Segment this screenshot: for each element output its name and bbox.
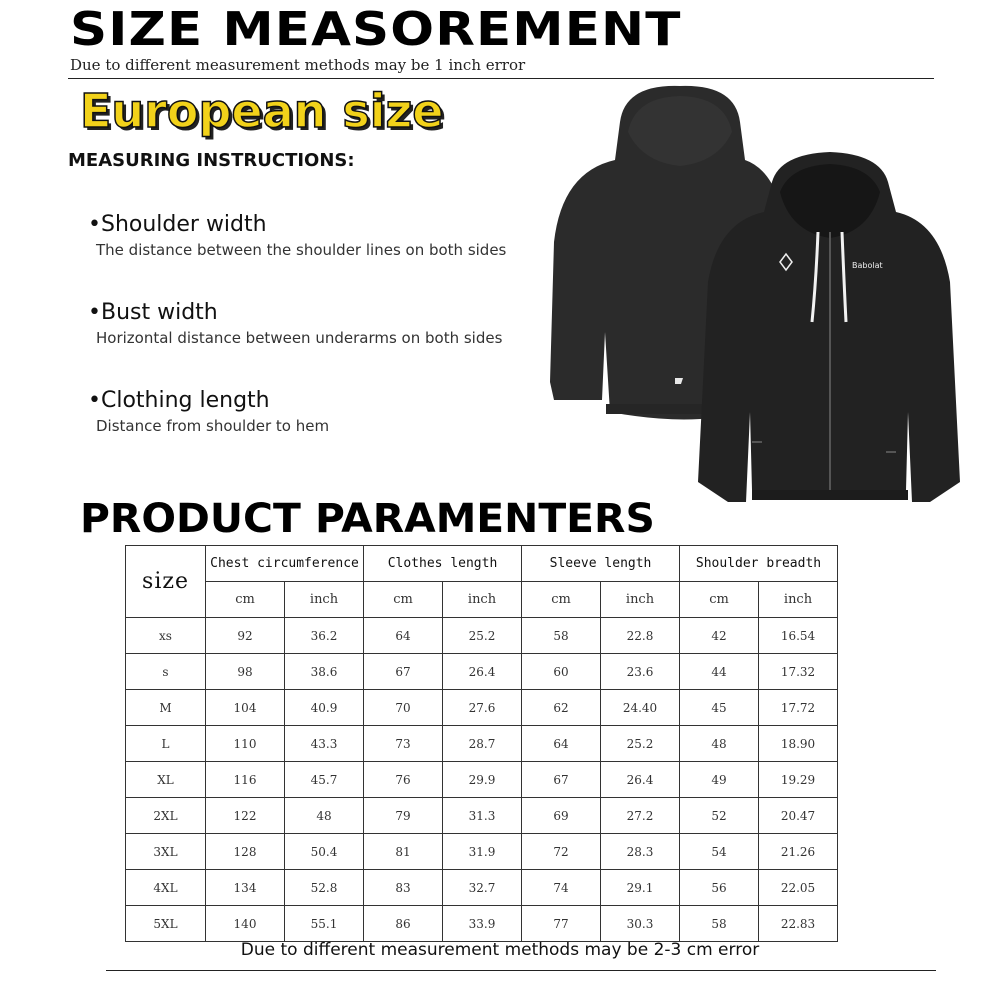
value-cell: 17.72	[759, 690, 838, 726]
instruction-clothing-length	[88, 388, 329, 435]
table-row	[126, 870, 838, 906]
value-cell: 128	[206, 834, 285, 870]
value-cell: 17.32	[759, 654, 838, 690]
value-cell: 98	[206, 654, 285, 690]
value-cell: 134	[206, 870, 285, 906]
unit-header: cm	[680, 582, 759, 618]
value-cell: 32.7	[443, 870, 522, 906]
value-cell: 56	[680, 870, 759, 906]
instruction-title: •Shoulder width	[88, 212, 267, 237]
value-cell: 64	[522, 726, 601, 762]
value-cell: 64	[364, 618, 443, 654]
value-cell: 28.7	[443, 726, 522, 762]
table-row	[126, 726, 838, 762]
value-cell: 73	[364, 726, 443, 762]
value-cell: 28.3	[601, 834, 680, 870]
table-row	[126, 762, 838, 798]
european-size-label: European size	[80, 84, 444, 138]
chest-circumference-header: Chest circumference	[206, 546, 364, 582]
value-cell: 42	[680, 618, 759, 654]
instruction-title: •Bust width	[88, 300, 218, 325]
value-cell: 23.6	[601, 654, 680, 690]
size-cell: 2XL	[126, 798, 206, 834]
value-cell: 52.8	[285, 870, 364, 906]
size-cell: M	[126, 690, 206, 726]
size-cell: XL	[126, 762, 206, 798]
value-cell: 29.1	[601, 870, 680, 906]
size-cell: 4XL	[126, 870, 206, 906]
value-cell: 122	[206, 798, 285, 834]
table-row	[126, 690, 838, 726]
unit-header: inch	[443, 582, 522, 618]
value-cell: 16.54	[759, 618, 838, 654]
value-cell: 30.3	[601, 906, 680, 942]
value-cell: 48	[285, 798, 364, 834]
unit-header: inch	[601, 582, 680, 618]
table-row	[126, 834, 838, 870]
value-cell: 79	[364, 798, 443, 834]
value-cell: 48	[680, 726, 759, 762]
hoodie-image	[540, 82, 970, 512]
value-cell: 45	[680, 690, 759, 726]
value-cell: 54	[680, 834, 759, 870]
value-cell: 25.2	[443, 618, 522, 654]
instruction-shoulder-width	[88, 212, 506, 259]
value-cell: 22.05	[759, 870, 838, 906]
value-cell: 67	[364, 654, 443, 690]
page-title: SIZE MEASOREMENT	[70, 2, 682, 56]
value-cell: 58	[522, 618, 601, 654]
sleeve-length-header: Sleeve length	[522, 546, 680, 582]
size-cell: 3XL	[126, 834, 206, 870]
footer-divider	[106, 970, 936, 971]
table-row	[126, 798, 838, 834]
size-table	[125, 545, 838, 942]
value-cell: 18.90	[759, 726, 838, 762]
measuring-instructions-heading: MEASURING INSTRUCTIONS:	[68, 150, 355, 171]
value-cell: 76	[364, 762, 443, 798]
value-cell: 110	[206, 726, 285, 762]
value-cell: 83	[364, 870, 443, 906]
table-row	[126, 654, 838, 690]
unit-header: inch	[285, 582, 364, 618]
clothes-length-header: Clothes length	[364, 546, 522, 582]
value-cell: 33.9	[443, 906, 522, 942]
value-cell: 21.26	[759, 834, 838, 870]
shoulder-breadth-header: Shoulder breadth	[680, 546, 838, 582]
value-cell: 69	[522, 798, 601, 834]
value-cell: 49	[680, 762, 759, 798]
value-cell: 20.47	[759, 798, 838, 834]
value-cell: 44	[680, 654, 759, 690]
unit-header: inch	[759, 582, 838, 618]
value-cell: 19.29	[759, 762, 838, 798]
instruction-description: Distance from shoulder to hem	[96, 417, 330, 435]
measurement-error-note: Due to different measurement methods may be 1 inch error	[70, 56, 526, 74]
size-table-body	[126, 618, 838, 942]
value-cell: 74	[522, 870, 601, 906]
value-cell: 92	[206, 618, 285, 654]
value-cell: 25.2	[601, 726, 680, 762]
unit-header: cm	[522, 582, 601, 618]
value-cell: 22.83	[759, 906, 838, 942]
value-cell: 70	[364, 690, 443, 726]
footer-error-note: Due to different measurement methods may be 2-3 cm error	[240, 940, 760, 960]
unit-header: cm	[364, 582, 443, 618]
value-cell: 27.2	[601, 798, 680, 834]
value-cell: 31.9	[443, 834, 522, 870]
value-cell: 50.4	[285, 834, 364, 870]
instruction-bust-width	[88, 300, 502, 347]
size-cell: L	[126, 726, 206, 762]
value-cell: 116	[206, 762, 285, 798]
value-cell: 24.40	[601, 690, 680, 726]
value-cell: 36.2	[285, 618, 364, 654]
size-cell: xs	[126, 618, 206, 654]
value-cell: 26.4	[443, 654, 522, 690]
value-cell: 77	[522, 906, 601, 942]
value-cell: 140	[206, 906, 285, 942]
value-cell: 40.9	[285, 690, 364, 726]
value-cell: 45.7	[285, 762, 364, 798]
value-cell: 55.1	[285, 906, 364, 942]
header-divider	[68, 78, 934, 79]
value-cell: 29.9	[443, 762, 522, 798]
value-cell: 52	[680, 798, 759, 834]
value-cell: 62	[522, 690, 601, 726]
table-row	[126, 906, 838, 942]
table-row	[126, 618, 838, 654]
value-cell: 58	[680, 906, 759, 942]
brand-logo-text: Babolat	[852, 261, 883, 270]
value-cell: 86	[364, 906, 443, 942]
instruction-title: •Clothing length	[88, 388, 270, 413]
product-parameters-heading: PRODUCT PARAMENTERS	[80, 496, 655, 542]
value-cell: 27.6	[443, 690, 522, 726]
instruction-description: The distance between the shoulder lines on both sides	[96, 241, 507, 259]
value-cell: 31.3	[443, 798, 522, 834]
unit-header: cm	[206, 582, 285, 618]
value-cell: 60	[522, 654, 601, 690]
value-cell: 104	[206, 690, 285, 726]
size-column-header: size	[126, 546, 206, 618]
value-cell: 26.4	[601, 762, 680, 798]
value-cell: 67	[522, 762, 601, 798]
value-cell: 38.6	[285, 654, 364, 690]
instruction-description: Horizontal distance between underarms on both sides	[96, 329, 503, 347]
value-cell: 72	[522, 834, 601, 870]
value-cell: 81	[364, 834, 443, 870]
value-cell: 22.8	[601, 618, 680, 654]
size-cell: s	[126, 654, 206, 690]
value-cell: 43.3	[285, 726, 364, 762]
size-cell: 5XL	[126, 906, 206, 942]
